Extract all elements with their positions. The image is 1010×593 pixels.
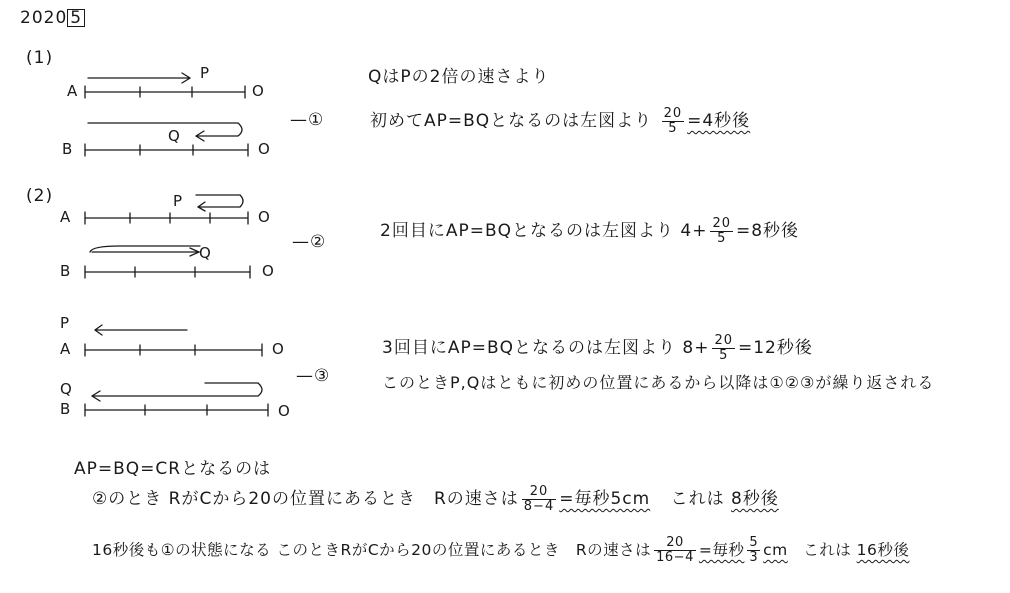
label-a: A — [60, 340, 71, 358]
answer-5: 16秒後 — [856, 541, 910, 559]
label-a: A — [60, 208, 71, 226]
answer-2: =8秒後 — [736, 221, 800, 241]
label-o: O — [258, 208, 270, 226]
label-q: Q — [199, 244, 211, 262]
problem-header — [20, 8, 85, 28]
label-b: B — [60, 400, 71, 418]
fraction: $\frac{20}{5}$ — [714, 332, 733, 363]
part3-row1: ②のとき RがCから20の位置にあるとき Rの速さは $\frac{20}{8-4}$ =毎秒5cm これは 8秒後 — [92, 483, 779, 514]
ref-2: —② — [292, 232, 327, 252]
label-o: O — [252, 82, 264, 100]
label-p: P — [60, 314, 70, 332]
arrow-p-right — [88, 73, 190, 83]
fraction: $\frac{20}{8-4}$ — [523, 483, 555, 514]
label-q: Q — [168, 127, 180, 145]
ref-1: —① — [290, 110, 325, 130]
year: 2020 — [20, 8, 68, 28]
part1-label: (1) — [26, 48, 54, 68]
label-q: Q — [60, 380, 72, 398]
part1-note: QはPの2倍の速さより — [368, 67, 550, 87]
diagram2-line-a — [85, 195, 248, 224]
fraction: $\frac{20}{5}$ — [663, 105, 683, 136]
label-o: O — [262, 262, 274, 280]
arrow-q-return — [88, 123, 242, 141]
label-o: O — [278, 402, 290, 420]
part3-row2: 16秒後も①の状態になる このときRがCから20の位置にあるとき Rの速さは $\frac{20}{16-4}$ =毎秒 $\frac{5}{3}$ cm これは 16秒後 — [92, 535, 910, 565]
part2-label: (2) — [26, 186, 54, 206]
ref-3: —③ — [296, 366, 331, 386]
diagram2-line-b — [85, 246, 250, 278]
speed-2: =毎秒 $\frac{5}{3}$ cm — [698, 535, 788, 565]
part2-line3: 3回目にAP=BQとなるのは左図より 8+ $\frac{20}{5}$ =12秒後 — [382, 332, 813, 363]
fraction: $\frac{20}{16-4}$ — [656, 535, 694, 565]
answer-4: 8秒後 — [731, 489, 779, 509]
problem-number: 5 — [67, 9, 85, 27]
diagram1-line-b — [85, 123, 248, 156]
part2-line4: このときP,Qはともに初めの位置にあるから以降は①②③が繰り返される — [382, 373, 935, 392]
diagram1-line-a — [85, 73, 245, 98]
part2-line2: 2回目にAP=BQとなるのは左図より 4+ $\frac{20}{5}$ =8秒後 — [380, 215, 800, 246]
part1-line: 初めてAP=BQとなるのは左図より $\frac{20}{5}$ =4秒後 — [370, 105, 751, 136]
arrow-p-loop — [196, 195, 243, 211]
fraction: $\frac{20}{5}$ — [712, 215, 731, 246]
arrow-p-left — [95, 325, 187, 335]
diagram3-line-b — [85, 383, 268, 416]
label-b: B — [62, 140, 73, 158]
label-o: O — [258, 140, 270, 158]
label-b: B — [60, 262, 71, 280]
speed-1: =毎秒5cm — [559, 489, 651, 509]
answer-1: =4秒後 — [687, 111, 751, 131]
answer-3: =12秒後 — [738, 338, 813, 358]
label-a: A — [67, 82, 78, 100]
label-o: O — [272, 340, 284, 358]
arrow-q-left — [92, 383, 262, 401]
label-p: P — [173, 192, 183, 210]
part3-intro: AP=BQ=CRとなるのは — [74, 459, 272, 479]
diagram3-line-a — [85, 325, 262, 356]
label-p: P — [200, 64, 210, 82]
